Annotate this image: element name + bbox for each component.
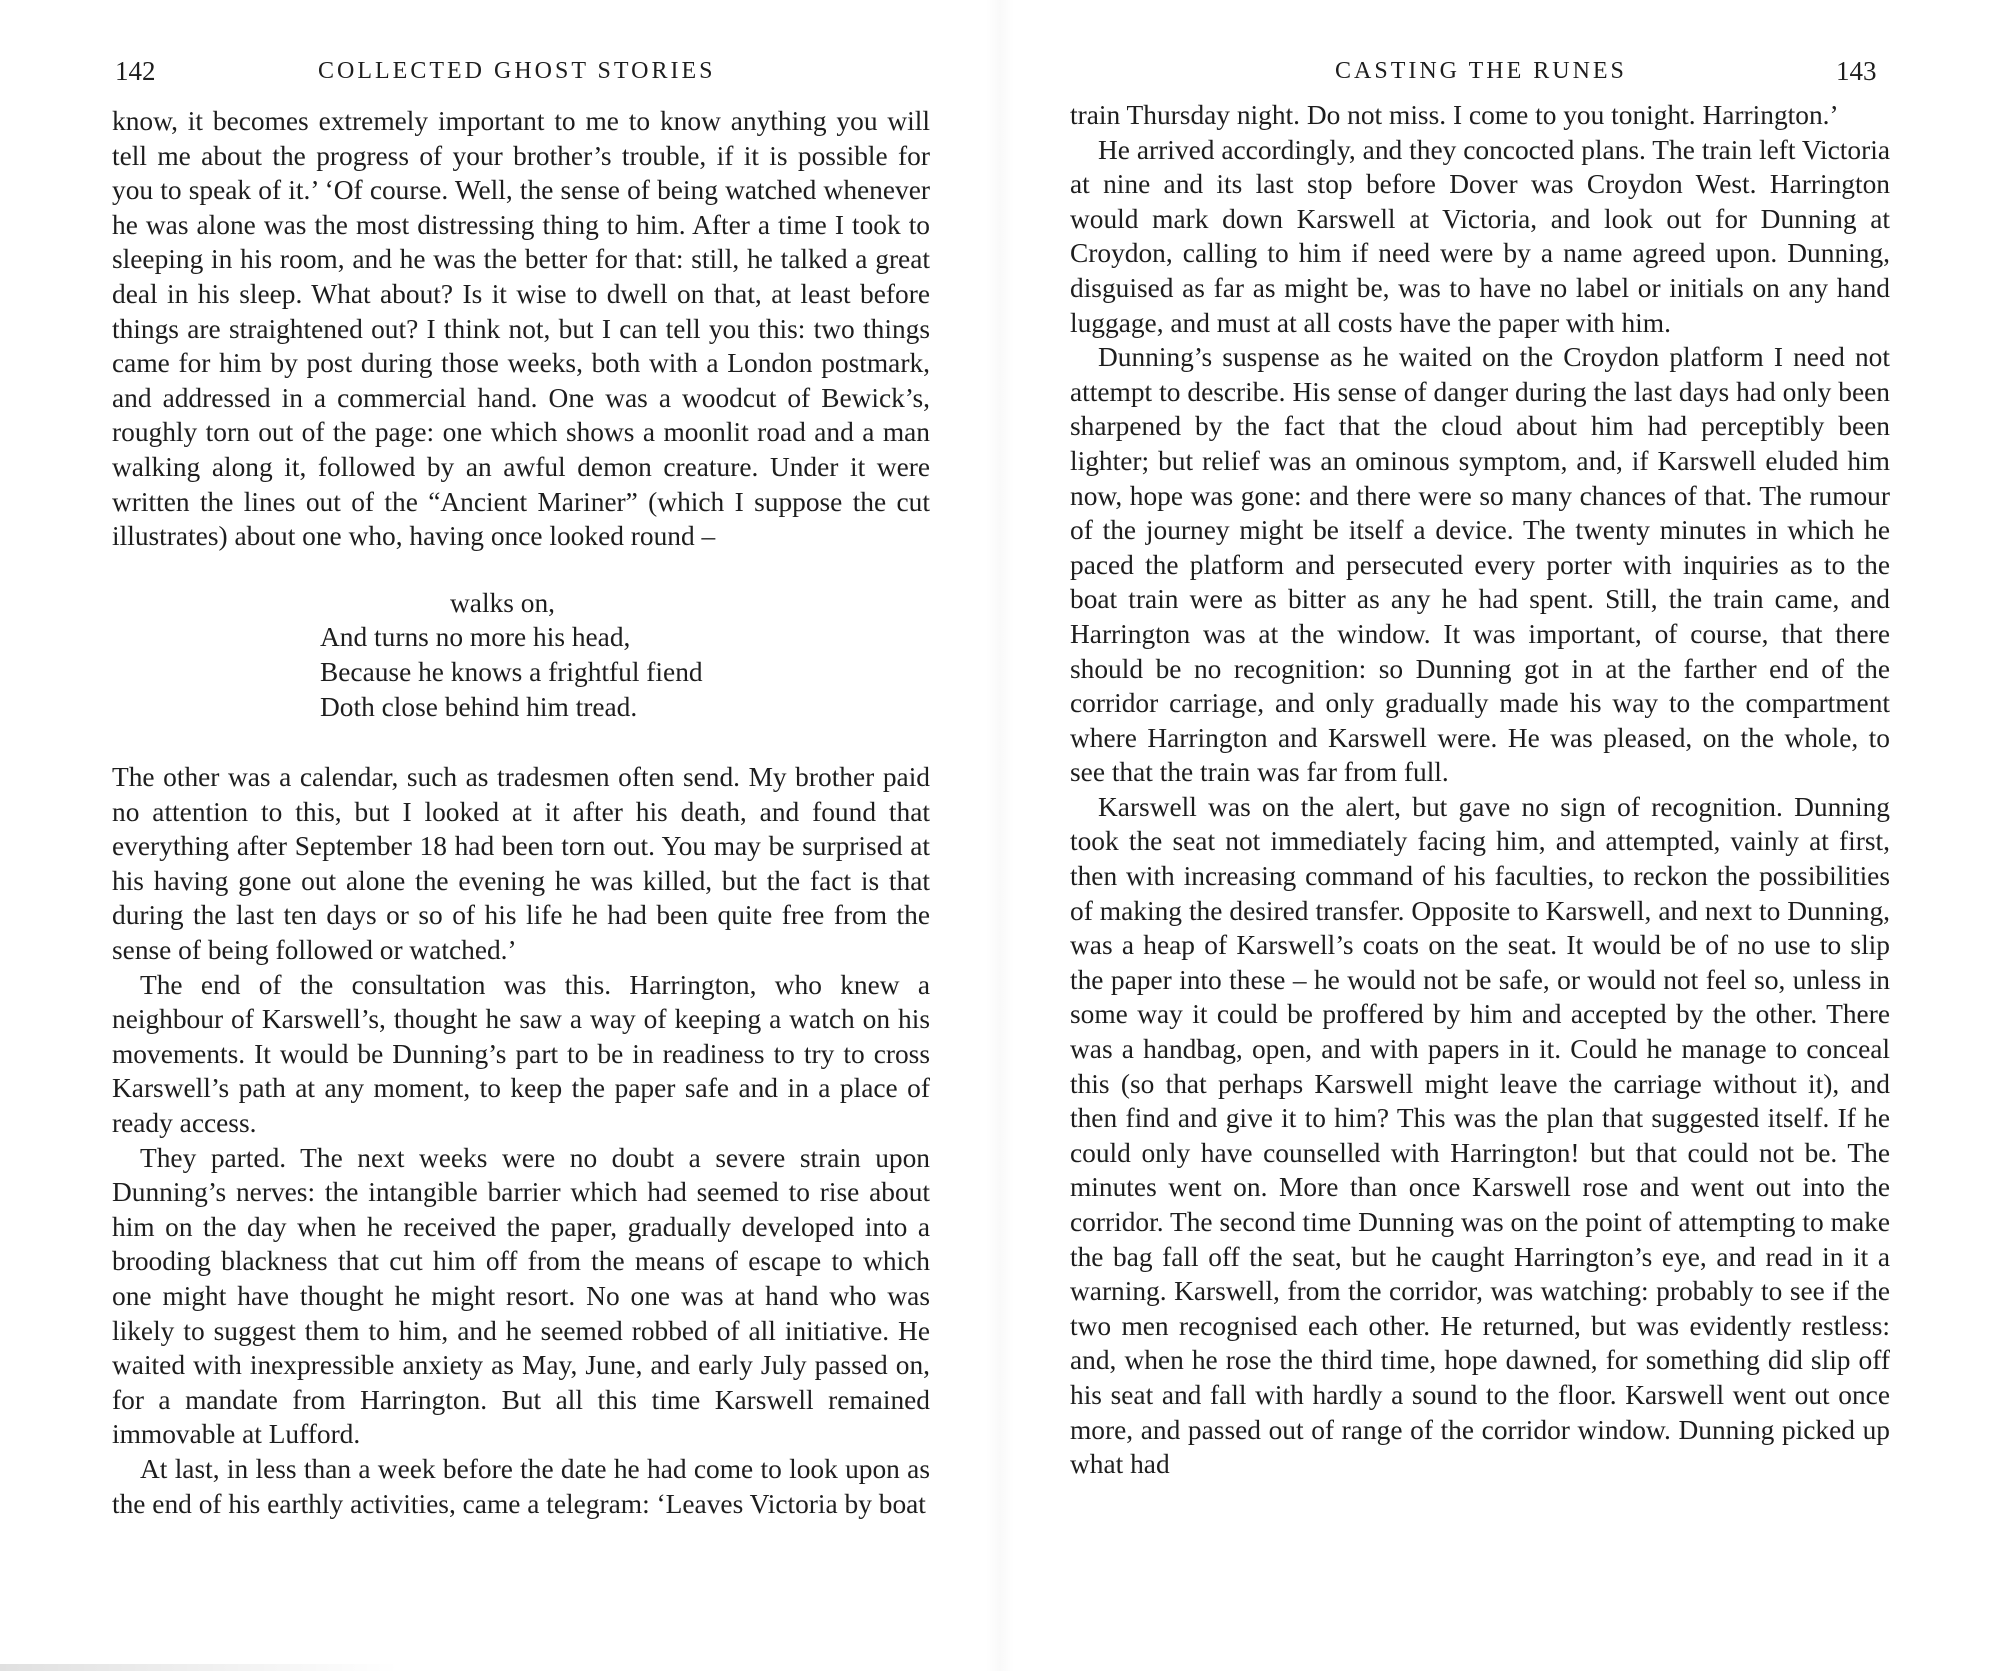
verse-line: Because he knows a frightful fiend [320,656,703,687]
verse-line: And turns no more his head, [320,622,631,653]
left-text-block [112,104,930,1521]
paragraph: Karswell was on the alert, but gave no sign of recognition. Dunning took the seat not immediately facing him, and attempted, vainly at first, then with increasing command of his faculties, to reckon the possibilities of making the desired transfer. Opposite to Karswell, and next to Dunning, was a heap of Karswell’s coats on the seat. It would be of no use to slip the paper into these – he would not be safe, or would not feel so, unless in some way it could be proffered by him and accepted by the other. There was a handbag, open, and with papers in it. Could he manage to conceal this (so that perhaps Karswell might leave the carriage without it), and then find and give it to him? This was the plan that suggested itself. If he could only have counselled with Harrington! but that could not be. The minutes went on. More than once Karswell rose and went out into the corridor. The second time Dunning was on the point of attempting to make the bag fall off the seat, but he caught Harrington’s eye, and read in it a warning. Karswell, from the corridor, was watching: probably to see if the two men recognised each other. He returned, but was evidently restless: and, when he rose the third time, hope dawned, for something did slip off his seat and fall with hardly a sound to the floor. Karswell went out once more, and passed out of range of the corridor window. Dunning picked up what had [1070,791,1890,1480]
verse-quotation [112,586,930,724]
running-head: CASTING THE RUNES [1335,58,1627,84]
paragraph: At last, in less than a week before the date he had come to look upon as the end of his earthly activities, came a telegram: ‘Leaves Victoria by boat [112,1453,930,1519]
paragraph: Dunning’s suspense as he waited on the Croydon platform I need not attempt to describe. His sense of danger during the last days had only been sharpened by the fact that the cloud about him had perceptibly been lighter; but relief was an ominous symptom, and, if Karswell eluded him now, hope was gone: and there were so many chances of that. The rumour of the journey might be itself a device. The twenty minutes in which he paced the platform and persecuted every porter with inquiries as to the boat train were as bitter as any he had spent. Still, the train came, and Harrington was at the window. It was important, of course, that there should be no recognition: so Dunning got in at the farther end of the corridor carriage, and only gradually made his way to the compartment where Harrington and Karswell were. He was pleased, on the whole, to see that the train was far from full. [1070,342,1890,788]
paragraph: know, it becomes extremely important to me to know anything you will tell me about the progress of your brother’s trouble, if it is possible for you to speak of it.’ ‘Of course. Well, the sense of being watched whenever he was alone was the most distressing thing to him. After a time I took to sleeping in his room, and he was the better for that: still, he talked a great deal in his sleep. What about? Is it wise to dwell on that, at least before things are straightened out? I think not, but I can tell you this: two things came for him by post during those weeks, both with a London postmark, and addressed in a commercial hand. One was a woodcut of Bewick’s, roughly torn out of the page: one which shows a moonlit road and a man walking along it, followed by an awful demon creature. Under it were written the lines out of the “Ancient Mariner” (which I suppose the cut illustrates) about one who, having once looked round – [112,106,930,552]
right-page [1000,0,2000,1671]
verse-line: walks on, [450,587,555,618]
verse-line: Doth close behind him tread. [320,691,638,722]
page-number: 142 [115,56,156,86]
page-number: 143 [1836,56,1877,86]
running-head: COLLECTED GHOST STORIES [318,58,716,84]
paragraph: The end of the consultation was this. Harrington, who knew a neighbour of Karswell’s, thought he saw a way of keeping a watch on his movements. It would be Dunning’s part to be in readiness to try to cross Karswell’s path at any moment, to keep the paper safe and in a place of ready access. [112,969,930,1139]
paragraph: The other was a calendar, such as tradesmen often send. My brother paid no attention to this, but I looked at it after his death, and found that everything after September 18 had been torn out. You may be surprised at his having gone out alone the evening he was killed, but the fact is that during the last ten days or so of his life he had been quite free from the sense of being followed or watched.’ [112,762,930,966]
paragraph: train Thursday night. Do not miss. I come to you tonight. Harrington.’ [1070,100,1839,130]
right-text-block [1070,98,1890,1482]
paragraph: He arrived accordingly, and they concocted plans. The train left Victoria at nine and its last stop before Dover was Croydon West. Harrington would mark down Karswell at Victoria, and look out for Dunning at Croydon, calling to him if need were by a name agreed upon. Dunning, disguised as far as might be, was to have no label or initials on any hand luggage, and must at all costs have the paper with him. [1070,134,1890,338]
paragraph: They parted. The next weeks were no doubt a severe strain upon Dunning’s nerves: the intangible barrier which had seemed to rise about him on the day when he received the paper, gradually developed into a brooding blackness that cut him off from the means of escape to which one might have thought he might resort. No one was at hand who was likely to suggest them to him, and he seemed robbed of all initiative. He waited with inexpressible anxiety as May, June, and early July passed on, for a mandate from Harrington. But all this time Karswell remained immovable at Lufford. [112,1142,930,1450]
scan-edge [0,1664,400,1671]
gutter-shadow [986,0,1014,1671]
